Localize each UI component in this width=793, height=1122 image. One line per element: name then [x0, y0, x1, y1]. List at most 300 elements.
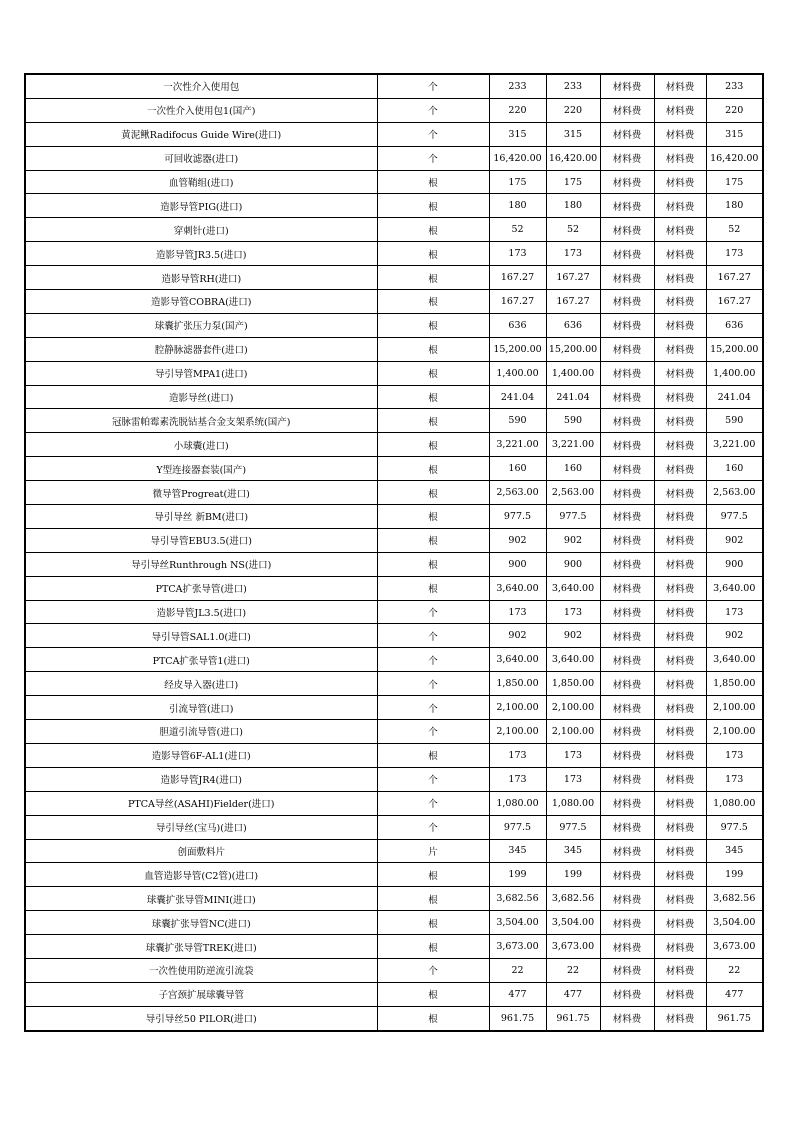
fee-type2-cell: 材料费 — [654, 743, 706, 767]
price-cell: 2,100.00 — [489, 720, 546, 744]
table-row — [25, 361, 763, 385]
price3-cell: 477 — [706, 982, 763, 1006]
price2-cell: 220 — [546, 98, 600, 122]
table-row — [25, 313, 763, 337]
price2-cell: 3,682.56 — [546, 887, 600, 911]
price-cell: 173 — [489, 743, 546, 767]
price2-cell: 15,200.00 — [546, 337, 600, 361]
item-name-cell: 造影导管JL3.5(进口) — [25, 600, 377, 624]
fee-type2-cell: 材料费 — [654, 337, 706, 361]
fee-type2-cell: 材料费 — [654, 672, 706, 696]
price2-cell: 3,673.00 — [546, 935, 600, 959]
item-name-cell: PTCA扩张导管(进口) — [25, 576, 377, 600]
price2-cell: 902 — [546, 528, 600, 552]
unit-cell: 片 — [377, 839, 489, 863]
unit-cell: 根 — [377, 457, 489, 481]
price2-cell: 590 — [546, 409, 600, 433]
price3-cell: 3,504.00 — [706, 911, 763, 935]
price2-cell: 160 — [546, 457, 600, 481]
table-row — [25, 743, 763, 767]
price3-cell: 315 — [706, 122, 763, 146]
price2-cell: 199 — [546, 863, 600, 887]
unit-cell: 根 — [377, 337, 489, 361]
item-name-cell: 黄泥鳅Radifocus Guide Wire(进口) — [25, 122, 377, 146]
fee-type-cell: 材料费 — [600, 935, 654, 959]
item-name-cell: 冠脉雷帕霉素洗脱钴基合金支架系统(国产) — [25, 409, 377, 433]
fee-type2-cell: 材料费 — [654, 887, 706, 911]
unit-cell: 个 — [377, 98, 489, 122]
fee-type-cell: 材料费 — [600, 600, 654, 624]
fee-type2-cell: 材料费 — [654, 481, 706, 505]
price-cell: 173 — [489, 600, 546, 624]
price-cell: 173 — [489, 767, 546, 791]
table-row — [25, 791, 763, 815]
fee-type2-cell: 材料费 — [654, 74, 706, 98]
price3-cell: 345 — [706, 839, 763, 863]
item-name-cell: 可回收滤器(进口) — [25, 146, 377, 170]
price3-cell: 902 — [706, 624, 763, 648]
price2-cell: 3,221.00 — [546, 433, 600, 457]
table-row — [25, 385, 763, 409]
price3-cell: 902 — [706, 528, 763, 552]
fee-type2-cell: 材料费 — [654, 218, 706, 242]
table-row — [25, 600, 763, 624]
price-cell: 3,673.00 — [489, 935, 546, 959]
price2-cell: 961.75 — [546, 1006, 600, 1030]
price3-cell: 173 — [706, 242, 763, 266]
unit-cell: 个 — [377, 672, 489, 696]
item-name-cell: 引流导管(进口) — [25, 696, 377, 720]
price2-cell: 1,850.00 — [546, 672, 600, 696]
table-row — [25, 481, 763, 505]
table-row — [25, 887, 763, 911]
unit-cell: 根 — [377, 528, 489, 552]
price3-cell: 3,640.00 — [706, 576, 763, 600]
price2-cell: 167.27 — [546, 290, 600, 314]
price3-cell: 3,673.00 — [706, 935, 763, 959]
price2-cell: 2,563.00 — [546, 481, 600, 505]
price2-cell: 175 — [546, 170, 600, 194]
table-row — [25, 624, 763, 648]
unit-cell: 根 — [377, 887, 489, 911]
unit-cell: 根 — [377, 313, 489, 337]
price3-cell: 241.04 — [706, 385, 763, 409]
fee-type2-cell: 材料费 — [654, 1006, 706, 1030]
item-name-cell: 一次性介入使用包 — [25, 74, 377, 98]
price3-cell: 199 — [706, 863, 763, 887]
table-row — [25, 576, 763, 600]
price3-cell: 977.5 — [706, 505, 763, 529]
price-cell: 590 — [489, 409, 546, 433]
unit-cell: 个 — [377, 815, 489, 839]
unit-cell: 根 — [377, 266, 489, 290]
price-cell: 977.5 — [489, 505, 546, 529]
fee-type2-cell: 材料费 — [654, 982, 706, 1006]
price3-cell: 16,420.00 — [706, 146, 763, 170]
item-name-cell: 导引导丝Runthrough NS(进口) — [25, 552, 377, 576]
fee-type-cell: 材料费 — [600, 648, 654, 672]
fee-type-cell: 材料费 — [600, 839, 654, 863]
unit-cell: 根 — [377, 218, 489, 242]
fee-type-cell: 材料费 — [600, 505, 654, 529]
unit-cell: 根 — [377, 385, 489, 409]
price-cell: 315 — [489, 122, 546, 146]
price3-cell: 1,400.00 — [706, 361, 763, 385]
item-name-cell: 导引导管EBU3.5(进口) — [25, 528, 377, 552]
price3-cell: 52 — [706, 218, 763, 242]
fee-type2-cell: 材料费 — [654, 911, 706, 935]
fee-type2-cell: 材料费 — [654, 839, 706, 863]
price2-cell: 1,080.00 — [546, 791, 600, 815]
fee-type-cell: 材料费 — [600, 767, 654, 791]
unit-cell: 根 — [377, 361, 489, 385]
fee-type-cell: 材料费 — [600, 409, 654, 433]
fee-type2-cell: 材料费 — [654, 552, 706, 576]
price3-cell: 2,563.00 — [706, 481, 763, 505]
fee-type2-cell: 材料费 — [654, 720, 706, 744]
price-cell: 1,850.00 — [489, 672, 546, 696]
price-cell: 52 — [489, 218, 546, 242]
item-name-cell: 血管鞘组(进口) — [25, 170, 377, 194]
fee-type-cell: 材料费 — [600, 791, 654, 815]
price2-cell: 345 — [546, 839, 600, 863]
item-name-cell: 子宫颈扩展球囊导管 — [25, 982, 377, 1006]
unit-cell: 根 — [377, 170, 489, 194]
fee-type-cell: 材料费 — [600, 122, 654, 146]
item-name-cell: 造影导管PIG(进口) — [25, 194, 377, 218]
price3-cell: 173 — [706, 767, 763, 791]
price3-cell: 15,200.00 — [706, 337, 763, 361]
item-name-cell: 球囊扩张导管NC(进口) — [25, 911, 377, 935]
price-cell: 167.27 — [489, 266, 546, 290]
table-row — [25, 122, 763, 146]
table-row — [25, 290, 763, 314]
fee-type2-cell: 材料费 — [654, 98, 706, 122]
price-cell: 2,563.00 — [489, 481, 546, 505]
price-cell: 233 — [489, 74, 546, 98]
price3-cell: 167.27 — [706, 290, 763, 314]
table-row — [25, 170, 763, 194]
fee-type-cell: 材料费 — [600, 337, 654, 361]
fee-type2-cell: 材料费 — [654, 194, 706, 218]
price-cell: 1,400.00 — [489, 361, 546, 385]
price2-cell: 3,640.00 — [546, 576, 600, 600]
table-row — [25, 911, 763, 935]
price-cell: 3,221.00 — [489, 433, 546, 457]
price-cell: 175 — [489, 170, 546, 194]
table-row — [25, 552, 763, 576]
item-name-cell: 造影导管JR4(进口) — [25, 767, 377, 791]
price3-cell: 3,221.00 — [706, 433, 763, 457]
item-name-cell: 造影导管JR3.5(进口) — [25, 242, 377, 266]
table-row — [25, 433, 763, 457]
unit-cell: 根 — [377, 194, 489, 218]
price-cell: 902 — [489, 624, 546, 648]
fee-type-cell: 材料费 — [600, 863, 654, 887]
price2-cell: 2,100.00 — [546, 720, 600, 744]
item-name-cell: 造影导丝(进口) — [25, 385, 377, 409]
fee-type-cell: 材料费 — [600, 266, 654, 290]
unit-cell: 个 — [377, 767, 489, 791]
unit-cell: 个 — [377, 600, 489, 624]
price2-cell: 2,100.00 — [546, 696, 600, 720]
price-table — [24, 73, 764, 1032]
fee-type2-cell: 材料费 — [654, 791, 706, 815]
item-name-cell: 导引导管SAL1.0(进口) — [25, 624, 377, 648]
price-cell: 15,200.00 — [489, 337, 546, 361]
price3-cell: 977.5 — [706, 815, 763, 839]
price-cell: 961.75 — [489, 1006, 546, 1030]
fee-type2-cell: 材料费 — [654, 433, 706, 457]
table-row — [25, 218, 763, 242]
price-cell: 160 — [489, 457, 546, 481]
fee-type2-cell: 材料费 — [654, 624, 706, 648]
fee-type-cell: 材料费 — [600, 170, 654, 194]
fee-type-cell: 材料费 — [600, 696, 654, 720]
price-cell: 173 — [489, 242, 546, 266]
fee-type2-cell: 材料费 — [654, 505, 706, 529]
unit-cell: 根 — [377, 505, 489, 529]
fee-type-cell: 材料费 — [600, 911, 654, 935]
item-name-cell: 球囊扩张导管MINI(进口) — [25, 887, 377, 911]
fee-type-cell: 材料费 — [600, 385, 654, 409]
price2-cell: 477 — [546, 982, 600, 1006]
price-cell: 477 — [489, 982, 546, 1006]
price-cell: 180 — [489, 194, 546, 218]
table-row — [25, 242, 763, 266]
price2-cell: 173 — [546, 767, 600, 791]
price3-cell: 220 — [706, 98, 763, 122]
fee-type2-cell: 材料费 — [654, 313, 706, 337]
item-name-cell: 导引导丝50 PILOR(进口) — [25, 1006, 377, 1030]
fee-type-cell: 材料费 — [600, 313, 654, 337]
fee-type2-cell: 材料费 — [654, 146, 706, 170]
fee-type2-cell: 材料费 — [654, 648, 706, 672]
item-name-cell: 血管造影导管(C2管)(进口) — [25, 863, 377, 887]
price-cell: 1,080.00 — [489, 791, 546, 815]
price3-cell: 173 — [706, 743, 763, 767]
fee-type-cell: 材料费 — [600, 815, 654, 839]
fee-type-cell: 材料费 — [600, 887, 654, 911]
price-cell: 900 — [489, 552, 546, 576]
fee-type2-cell: 材料费 — [654, 409, 706, 433]
unit-cell: 个 — [377, 958, 489, 982]
item-name-cell: 小球囊(进口) — [25, 433, 377, 457]
fee-type2-cell: 材料费 — [654, 576, 706, 600]
unit-cell: 根 — [377, 576, 489, 600]
unit-cell: 根 — [377, 552, 489, 576]
price-table-container — [24, 73, 762, 1032]
price2-cell: 180 — [546, 194, 600, 218]
unit-cell: 个 — [377, 648, 489, 672]
unit-cell: 根 — [377, 290, 489, 314]
fee-type2-cell: 材料费 — [654, 122, 706, 146]
table-row — [25, 935, 763, 959]
fee-type2-cell: 材料费 — [654, 958, 706, 982]
price-cell: 902 — [489, 528, 546, 552]
price3-cell: 961.75 — [706, 1006, 763, 1030]
table-row — [25, 337, 763, 361]
fee-type-cell: 材料费 — [600, 1006, 654, 1030]
price3-cell: 160 — [706, 457, 763, 481]
price2-cell: 636 — [546, 313, 600, 337]
unit-cell: 个 — [377, 720, 489, 744]
table-row — [25, 839, 763, 863]
price2-cell: 241.04 — [546, 385, 600, 409]
fee-type-cell: 材料费 — [600, 958, 654, 982]
table-row — [25, 528, 763, 552]
unit-cell: 根 — [377, 911, 489, 935]
fee-type2-cell: 材料费 — [654, 815, 706, 839]
unit-cell: 根 — [377, 982, 489, 1006]
table-row — [25, 457, 763, 481]
price3-cell: 636 — [706, 313, 763, 337]
price2-cell: 233 — [546, 74, 600, 98]
price3-cell: 233 — [706, 74, 763, 98]
fee-type-cell: 材料费 — [600, 98, 654, 122]
price3-cell: 900 — [706, 552, 763, 576]
fee-type2-cell: 材料费 — [654, 457, 706, 481]
fee-type-cell: 材料费 — [600, 481, 654, 505]
price3-cell: 590 — [706, 409, 763, 433]
fee-type2-cell: 材料费 — [654, 528, 706, 552]
table-row — [25, 767, 763, 791]
item-name-cell: PTCA扩张导管1(进口) — [25, 648, 377, 672]
unit-cell: 个 — [377, 146, 489, 170]
price2-cell: 173 — [546, 743, 600, 767]
price3-cell: 3,682.56 — [706, 887, 763, 911]
fee-type-cell: 材料费 — [600, 290, 654, 314]
item-name-cell: 球囊扩张导管TREK(进口) — [25, 935, 377, 959]
table-row — [25, 648, 763, 672]
fee-type-cell: 材料费 — [600, 242, 654, 266]
table-row — [25, 1006, 763, 1030]
price2-cell: 173 — [546, 600, 600, 624]
fee-type2-cell: 材料费 — [654, 863, 706, 887]
item-name-cell: 造影导管RH(进口) — [25, 266, 377, 290]
price3-cell: 2,100.00 — [706, 696, 763, 720]
price-cell: 3,640.00 — [489, 648, 546, 672]
price3-cell: 2,100.00 — [706, 720, 763, 744]
unit-cell: 根 — [377, 863, 489, 887]
fee-type-cell: 材料费 — [600, 576, 654, 600]
item-name-cell: 胆道引流导管(进口) — [25, 720, 377, 744]
fee-type-cell: 材料费 — [600, 552, 654, 576]
item-name-cell: PTCA导丝(ASAHI)Fielder(进口) — [25, 791, 377, 815]
price2-cell: 900 — [546, 552, 600, 576]
table-row — [25, 958, 763, 982]
price3-cell: 167.27 — [706, 266, 763, 290]
fee-type2-cell: 材料费 — [654, 767, 706, 791]
table-row — [25, 720, 763, 744]
table-row — [25, 74, 763, 98]
price-cell: 16,420.00 — [489, 146, 546, 170]
unit-cell: 个 — [377, 624, 489, 648]
price2-cell: 977.5 — [546, 505, 600, 529]
fee-type2-cell: 材料费 — [654, 696, 706, 720]
price-cell: 3,682.56 — [489, 887, 546, 911]
fee-type2-cell: 材料费 — [654, 242, 706, 266]
item-name-cell: 腔静脉滤器套件(进口) — [25, 337, 377, 361]
table-row — [25, 982, 763, 1006]
price3-cell: 175 — [706, 170, 763, 194]
table-row — [25, 672, 763, 696]
item-name-cell: 造影导管COBRA(进口) — [25, 290, 377, 314]
unit-cell: 根 — [377, 1006, 489, 1030]
price-cell: 2,100.00 — [489, 696, 546, 720]
price-cell: 167.27 — [489, 290, 546, 314]
fee-type-cell: 材料费 — [600, 146, 654, 170]
fee-type2-cell: 材料费 — [654, 385, 706, 409]
fee-type-cell: 材料费 — [600, 982, 654, 1006]
price3-cell: 3,640.00 — [706, 648, 763, 672]
fee-type-cell: 材料费 — [600, 457, 654, 481]
price-cell: 345 — [489, 839, 546, 863]
fee-type-cell: 材料费 — [600, 74, 654, 98]
table-row — [25, 505, 763, 529]
price2-cell: 16,420.00 — [546, 146, 600, 170]
price-cell: 220 — [489, 98, 546, 122]
price2-cell: 1,400.00 — [546, 361, 600, 385]
price3-cell: 1,850.00 — [706, 672, 763, 696]
fee-type2-cell: 材料费 — [654, 935, 706, 959]
fee-type-cell: 材料费 — [600, 194, 654, 218]
item-name-cell: 导引导丝 新BM(进口) — [25, 505, 377, 529]
table-row — [25, 696, 763, 720]
price2-cell: 167.27 — [546, 266, 600, 290]
item-name-cell: 微导管Progreat(进口) — [25, 481, 377, 505]
unit-cell: 根 — [377, 433, 489, 457]
item-name-cell: 经皮导入器(进口) — [25, 672, 377, 696]
price2-cell: 22 — [546, 958, 600, 982]
price-cell: 636 — [489, 313, 546, 337]
table-row — [25, 863, 763, 887]
table-row — [25, 146, 763, 170]
table-row — [25, 194, 763, 218]
fee-type2-cell: 材料费 — [654, 266, 706, 290]
item-name-cell: 创面敷料片 — [25, 839, 377, 863]
unit-cell: 根 — [377, 743, 489, 767]
fee-type-cell: 材料费 — [600, 743, 654, 767]
unit-cell: 个 — [377, 696, 489, 720]
price2-cell: 977.5 — [546, 815, 600, 839]
item-name-cell: 穿刺针(进口) — [25, 218, 377, 242]
fee-type-cell: 材料费 — [600, 361, 654, 385]
price-cell: 3,640.00 — [489, 576, 546, 600]
unit-cell: 根 — [377, 481, 489, 505]
table-row — [25, 815, 763, 839]
price-cell: 3,504.00 — [489, 911, 546, 935]
item-name-cell: 球囊扩张压力泵(国产) — [25, 313, 377, 337]
fee-type-cell: 材料费 — [600, 624, 654, 648]
price-cell: 241.04 — [489, 385, 546, 409]
price2-cell: 902 — [546, 624, 600, 648]
price3-cell: 22 — [706, 958, 763, 982]
item-name-cell: 造影导管6F-AL1(进口) — [25, 743, 377, 767]
price2-cell: 315 — [546, 122, 600, 146]
unit-cell: 根 — [377, 935, 489, 959]
item-name-cell: 一次性使用防逆流引流袋 — [25, 958, 377, 982]
price2-cell: 52 — [546, 218, 600, 242]
unit-cell: 根 — [377, 242, 489, 266]
price3-cell: 180 — [706, 194, 763, 218]
unit-cell: 根 — [377, 409, 489, 433]
price-table-body — [25, 74, 763, 1031]
unit-cell: 个 — [377, 74, 489, 98]
fee-type2-cell: 材料费 — [654, 600, 706, 624]
price3-cell: 173 — [706, 600, 763, 624]
price2-cell: 3,504.00 — [546, 911, 600, 935]
